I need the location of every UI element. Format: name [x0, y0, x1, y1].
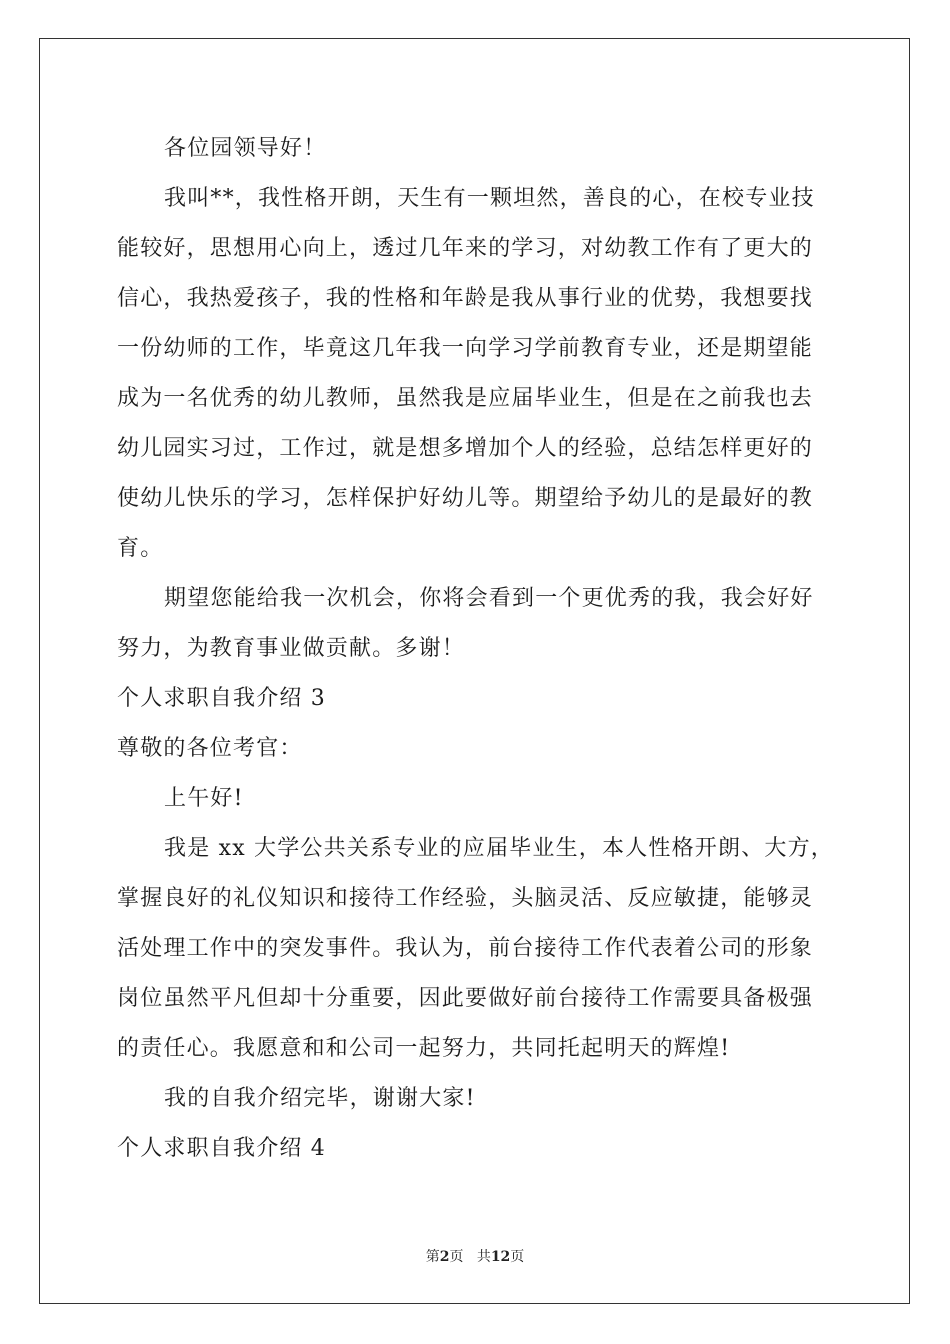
page-footer [0, 1248, 950, 1266]
page-total: 12 [490, 1249, 511, 1265]
total-suffix: 页 [510, 1249, 525, 1265]
paragraph-line: 幼儿园实习过，工作过，就是想多增加个人的经验，总结怎样更好的 [117, 436, 814, 461]
salutation-line: 尊敬的各位考官： [117, 736, 303, 761]
page-border [39, 38, 910, 1304]
greeting-line: 各位园领导好！ [164, 136, 327, 161]
total-prefix: 共 [476, 1249, 491, 1265]
page-current: 2 [439, 1249, 450, 1265]
paragraph-line: 使幼儿快乐的学习，怎样保护好幼儿等。期望给予幼儿的是最好的教 [117, 486, 814, 511]
paragraph-line: 活处理工作中的突发事件。我认为，前台接待工作代表着公司的形象 [117, 936, 814, 961]
paragraph-line: 育。 [117, 536, 164, 561]
page-prefix: 第 [425, 1249, 440, 1265]
paragraph-line: 成为一名优秀的幼儿教师，虽然我是应届毕业生，但是在之前我也去 [117, 386, 814, 411]
paragraph-line: 岗位虽然平凡但却十分重要，因此要做好前台接待工作需要具备极强 [117, 986, 814, 1011]
paragraph-line: 我是 xx 大学公共关系专业的应届毕业生，本人性格开朗、大方， [164, 836, 835, 861]
paragraph-line: 我叫**，我性格开朗，天生有一颗坦然，善良的心，在校专业技 [164, 186, 815, 211]
section-heading: 个人求职自我介绍 3 [117, 686, 326, 711]
paragraph-line: 能较好，思想用心向上，透过几年来的学习，对幼教工作有了更大的 [117, 236, 814, 261]
greeting-line: 上午好! [164, 786, 244, 811]
paragraph-line: 努力，为教育事业做贡献。多谢！ [117, 636, 466, 661]
paragraph-line: 的责任心。我愿意和和公司一起努力，共同托起明天的辉煌! [117, 1036, 731, 1061]
paragraph-line: 一份幼师的工作，毕竟这几年我一向学习学前教育专业，还是期望能 [117, 336, 814, 361]
paragraph-line: 信心，我热爱孩子，我的性格和年龄是我从事行业的优势，我想要找 [117, 286, 814, 311]
section-heading: 个人求职自我介绍 4 [117, 1136, 326, 1161]
page-suffix: 页 [449, 1249, 464, 1265]
paragraph-line: 掌握良好的礼仪知识和接待工作经验，头脑灵活、反应敏捷，能够灵 [117, 886, 814, 911]
paragraph-line: 期望您能给我一次机会，你将会看到一个更优秀的我，我会好好 [164, 586, 814, 611]
closing-line: 我的自我介绍完毕，谢谢大家! [164, 1086, 476, 1111]
